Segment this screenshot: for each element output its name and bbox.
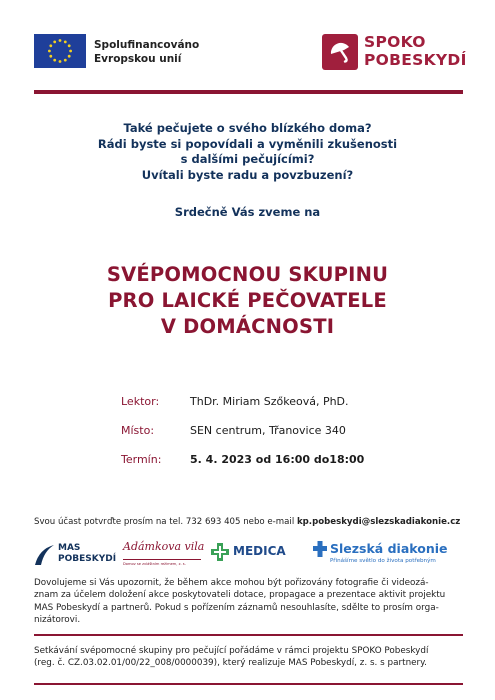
- notice-line-1: Dovolujeme si Vás upozornit, že během akce mohou být pořizovány fotografie či videozá-: [34, 578, 429, 588]
- spoko-brand-text: [364, 33, 467, 69]
- brand-line-1: SPOKO: [364, 33, 426, 51]
- invitation-text: Srdečně Vás zveme na: [174, 205, 321, 219]
- intro-line-2: Rádi byste si popovídali a vyměnili zkušenosti: [97, 136, 398, 151]
- mas-swoosh-icon: [34, 543, 56, 567]
- notice-line-3: MAS Pobeskydí a partnerů. Pokud s pořízením záznamů nesouhlasíte, sdělte to prosím orga-: [34, 602, 439, 613]
- header-divider: [34, 90, 463, 94]
- footer-divider-bottom: [34, 683, 463, 685]
- date-value: 5. 4. 2023 od 16:00 do18:00: [190, 453, 365, 466]
- eu-stars-icon: [34, 34, 86, 68]
- spoko-logo-mark: [322, 34, 358, 70]
- intro-questions: [20, 121, 475, 183]
- adamkova-subtitle: Domov se zvláštním režimem, z. s.: [123, 562, 186, 566]
- diakonie-name: Slezská diakonie: [330, 541, 448, 556]
- place-label: Místo:: [121, 424, 155, 437]
- eu-funding-text: [94, 38, 199, 66]
- eu-line-2: Evropskou unií: [94, 53, 182, 65]
- adamkova-underline: [123, 559, 201, 560]
- title-line-1: SVÉPOMOCNOU SKUPINU: [106, 263, 389, 286]
- medical-cross-icon: [211, 543, 229, 561]
- brand-line-2: POBESKYDÍ: [364, 51, 467, 69]
- rsvp-email-link[interactable]: kp.pobeskydi@slezskadiakonie.cz: [296, 517, 461, 527]
- rsvp-line: [34, 517, 460, 527]
- medica-logo: [211, 540, 311, 566]
- photo-notice: [34, 577, 464, 627]
- notice-line-4: nizátorovi.: [34, 615, 81, 626]
- rsvp-text: Svou účast potvrďte prosím na tel. 732 693 405 nebo e-mail: [34, 517, 297, 527]
- eu-line-1: Spolufinancováno: [94, 39, 200, 51]
- diakonie-slogan: Přinášíme světlo do života potřebným: [330, 558, 436, 564]
- mas-pobeskydi-logo: [34, 542, 117, 568]
- event-title: [20, 262, 475, 340]
- title-line-2: PRO LAICKÉ PEČOVATELE: [108, 289, 387, 312]
- footer-line-2: (reg. č. CZ.03.02.01/00/22_008/0000039), který realizuje MAS Pobeskydí, z. s. s partnery.: [34, 658, 427, 669]
- mas-line-1: MAS: [58, 543, 81, 553]
- eu-flag-logo: [34, 34, 86, 68]
- date-label: Termín:: [121, 453, 162, 466]
- mas-line-2: POBESKYDÍ: [58, 554, 117, 564]
- slezska-diakonie-logo: [313, 541, 463, 569]
- diakonie-cross-icon: [313, 541, 327, 557]
- lector-label: Lektor:: [121, 395, 160, 408]
- footer-line-1: Setkávání svépomocné skupiny pro pečující pořádáme v rámci projektu SPOKO Pobeskydí: [34, 646, 429, 656]
- adamkova-vila-logo: [123, 538, 203, 570]
- umbrella-icon: [322, 34, 358, 70]
- medica-name: MEDICA: [233, 544, 286, 558]
- footer-divider-top: [34, 634, 463, 636]
- notice-line-2: znam za účelem doložení akce poskytovateli dotace, propagace a prezentace aktivit projektu: [34, 590, 446, 601]
- title-line-3: V DOMÁCNOSTI: [160, 315, 335, 338]
- adamkova-name: Adámkova vila: [123, 540, 205, 553]
- place-value: SEN centrum, Třanovice 340: [190, 424, 346, 437]
- lector-value: ThDr. Miriam Szőkeová, PhD.: [190, 395, 349, 408]
- intro-line-1: Také pečujete o svého blízkého doma?: [123, 121, 372, 135]
- intro-line-3: s dalšími pečujícími?: [180, 152, 315, 166]
- project-footer: [34, 645, 466, 670]
- intro-line-4: Uvítali byste radu a povzbuzení?: [141, 167, 354, 182]
